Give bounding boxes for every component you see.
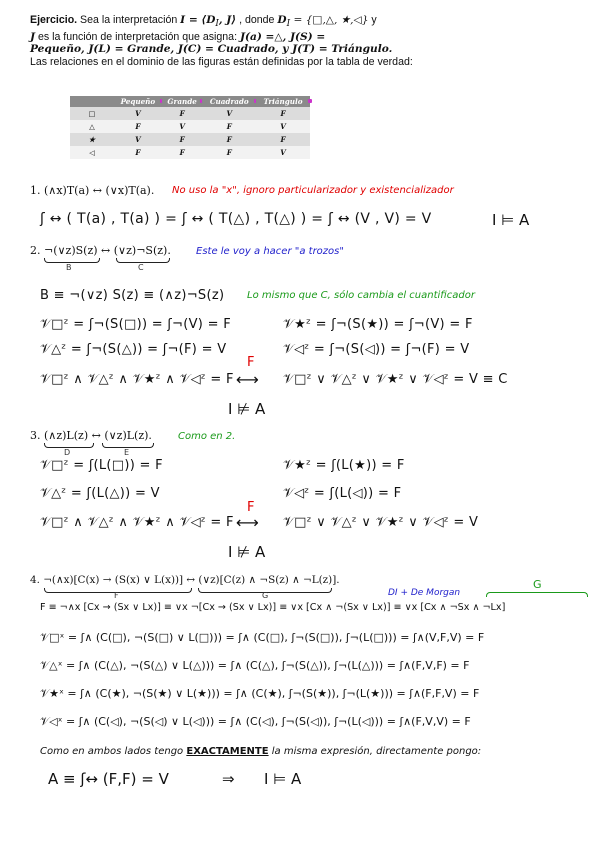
conjunction-line: 𝒱□ᶻ ∧ 𝒱△ᶻ ∧ 𝒱★ᶻ ∧ 𝒱◁ᶻ = F (40, 515, 234, 530)
table-row: ★ V F F F (70, 133, 310, 146)
exercise-title: Ejercicio. (30, 14, 78, 26)
exercise-2-b-expansion: B ≡ ¬(∨z) S(z) ≡ (∧z)¬S(z) (40, 288, 225, 303)
exercise-4-f-expansion: F ≡ ¬∧x [Cx → (Sx ∨ Lx)] ≡ ∨x ¬[Cx → (Sx ∨ Lx)] ≡ ∨x [Cx ∧ ¬(Sx ∨ Lx)] ≡ ∨x [Cx ∧ ¬Sx ∧ ¬Lx] (40, 602, 506, 613)
table-header (70, 96, 114, 107)
valuation-triangle: 𝒱△ᶻ = ʃ¬(S(△)) = ʃ¬(F) = V (40, 342, 227, 357)
exercise-4-result: I ⊨ A (264, 770, 302, 788)
valuation-star: 𝒱★ᶻ = ʃ(L(★)) = F (283, 458, 405, 473)
conclusion-sentence: Como en ambos lados tengo EXACTAMENTE la misma expresión, directamente pongo: (40, 746, 482, 757)
valuation-row-triangle: 𝒱△ˣ = ʃ∧ (C(△), ¬(S(△) ∨ L(△))) = ʃ∧ (C(△), ʃ¬(S(△)), ʃ¬(L(△))) = ʃ∧(F,V,F) = F (40, 659, 470, 672)
valuation-left-triangle: 𝒱◁ᶻ = ʃ(L(◁)) = F (283, 486, 402, 501)
disjunction-line: 𝒱□ᶻ ∨ 𝒱△ᶻ ∨ 𝒱★ᶻ ∨ 𝒱◁ᶻ = V ≡ C (283, 372, 508, 387)
label-d: D (64, 448, 71, 457)
label-g: G (262, 591, 269, 600)
conjunction-line: 𝒱□ᶻ ∧ 𝒱△ᶻ ∧ 𝒱★ᶻ ∧ 𝒱◁ᶻ = F (40, 372, 234, 387)
underbrace-b (44, 258, 100, 263)
label-g-green: G (533, 578, 542, 591)
exercise-3-result: I ⊭ A (228, 543, 266, 561)
exercise-3-note: Como en 2. (178, 431, 236, 442)
exercise-4-statement: 4. ¬(∧x)[C(x) → (S(x) ∨ L(x))] ↔ (∨z)[C(z) ∧ ¬S(z) ∧ ¬L(z)]. (30, 574, 340, 586)
exercise-1-note: No uso la "x", ignoro particularizador y existencializador (172, 185, 454, 196)
implies-arrow: ⇒ (222, 770, 235, 788)
valuation-triangle: 𝒱△ᶻ = ʃ(L(△)) = V (40, 486, 160, 501)
table-header: Pequeño (114, 96, 162, 107)
exercise-3-statement: 3. (∧z)L(z) ↔ (∨z)L(z). (30, 429, 152, 442)
table-header: Grande (162, 96, 203, 107)
valuation-row-square: 𝒱□ˣ = ʃ∧ (C(□), ¬(S(□) ∨ L(□))) = ʃ∧ (C(□), ʃ¬(S(□)), ʃ¬(L(□))) = ʃ∧(V,F,V) = F (40, 631, 485, 644)
valuation-star: 𝒱★ᶻ = ʃ¬(S(★)) = ʃ¬(V) = F (283, 317, 473, 332)
exercise-2-green-note: Lo mismo que C, sólo cambia el cuantificador (247, 290, 475, 301)
table-header-row (70, 96, 310, 107)
exercise-2-result: I ⊭ A (228, 400, 266, 418)
valuation-row-star: 𝒱★ˣ = ʃ∧ (C(★), ¬(S(★) ∨ L(★))) = ʃ∧ (C(★), ʃ¬(S(★)), ʃ¬(L(★))) = ʃ∧(F,F,V) = F (40, 687, 480, 700)
exercise-1-statement: 1. (∧x)T(a) ↔ (∨x)T(a). (30, 184, 155, 197)
valuation-left-triangle: 𝒱◁ᶻ = ʃ¬(S(◁)) = ʃ¬(F) = V (283, 342, 470, 357)
label-e: E (124, 448, 130, 457)
intro-paragraph: Ejercicio. Sea la interpretación $I = ⟨D_I$, J⟩ , donde $D_I$ = {□,△, ★,◁} y J es la función de interpretación que asigna: J(a) =△, J(S) = Pequeño, J(L) = Grande, J(C) = Cuadrado, y J(T) = Triángulo. Las relaciones en el dominio de las figuras están definidas por la tabla de verdad: (30, 14, 413, 68)
valuation-square: 𝒱□ᶻ = ʃ(L(□)) = F (40, 458, 163, 473)
exercise-2-note: Este le voy a hacer "a trozos" (196, 246, 344, 257)
biconditional-value: F (247, 500, 255, 515)
exercise-1-derivation: ʃ ↔ ( T(a) , T(a) ) = ʃ ↔ ( T(△) , T(△) ) = ʃ ↔ (V , V) = V (40, 211, 432, 227)
label-f: F (114, 591, 119, 600)
valuation-row-left-triangle: 𝒱◁ˣ = ʃ∧ (C(◁), ¬(S(◁) ∨ L(◁))) = ʃ∧ (C(◁), ʃ¬(S(◁)), ʃ¬(L(◁))) = ʃ∧(F,V,V) = F (40, 715, 471, 728)
truth-table (70, 96, 310, 159)
table-row: ◁ F F F V (70, 146, 310, 159)
table-row: △ F V F V (70, 120, 310, 133)
exercise-1-result: I ⊨ A (492, 211, 530, 229)
disjunction-line: 𝒱□ᶻ ∨ 𝒱△ᶻ ∨ 𝒱★ᶻ ∨ 𝒱◁ᶻ = V (283, 515, 479, 530)
exercise-2-statement: 2. ¬(∨z)S(z) ↔ (∨z)¬S(z). (30, 244, 171, 257)
biconditional-arrow: ⟷ (236, 513, 259, 532)
biconditional-value: F (247, 355, 255, 370)
overbrace-g (486, 592, 588, 597)
biconditional-arrow: ⟷ (236, 370, 259, 389)
table-header: Triángulo (256, 96, 310, 107)
exercise-4-note: DI + De Morgan (388, 588, 461, 598)
valuation-square: 𝒱□ᶻ = ʃ¬(S(□)) = ʃ¬(V) = F (40, 317, 231, 332)
table-header: Cuadrado (202, 96, 256, 107)
label-c: C (138, 263, 144, 272)
final-expression: A ≡ ʃ↔ (F,F) = V (48, 770, 169, 788)
table-row: □ V F V F (70, 107, 310, 120)
label-b: B (66, 263, 72, 272)
